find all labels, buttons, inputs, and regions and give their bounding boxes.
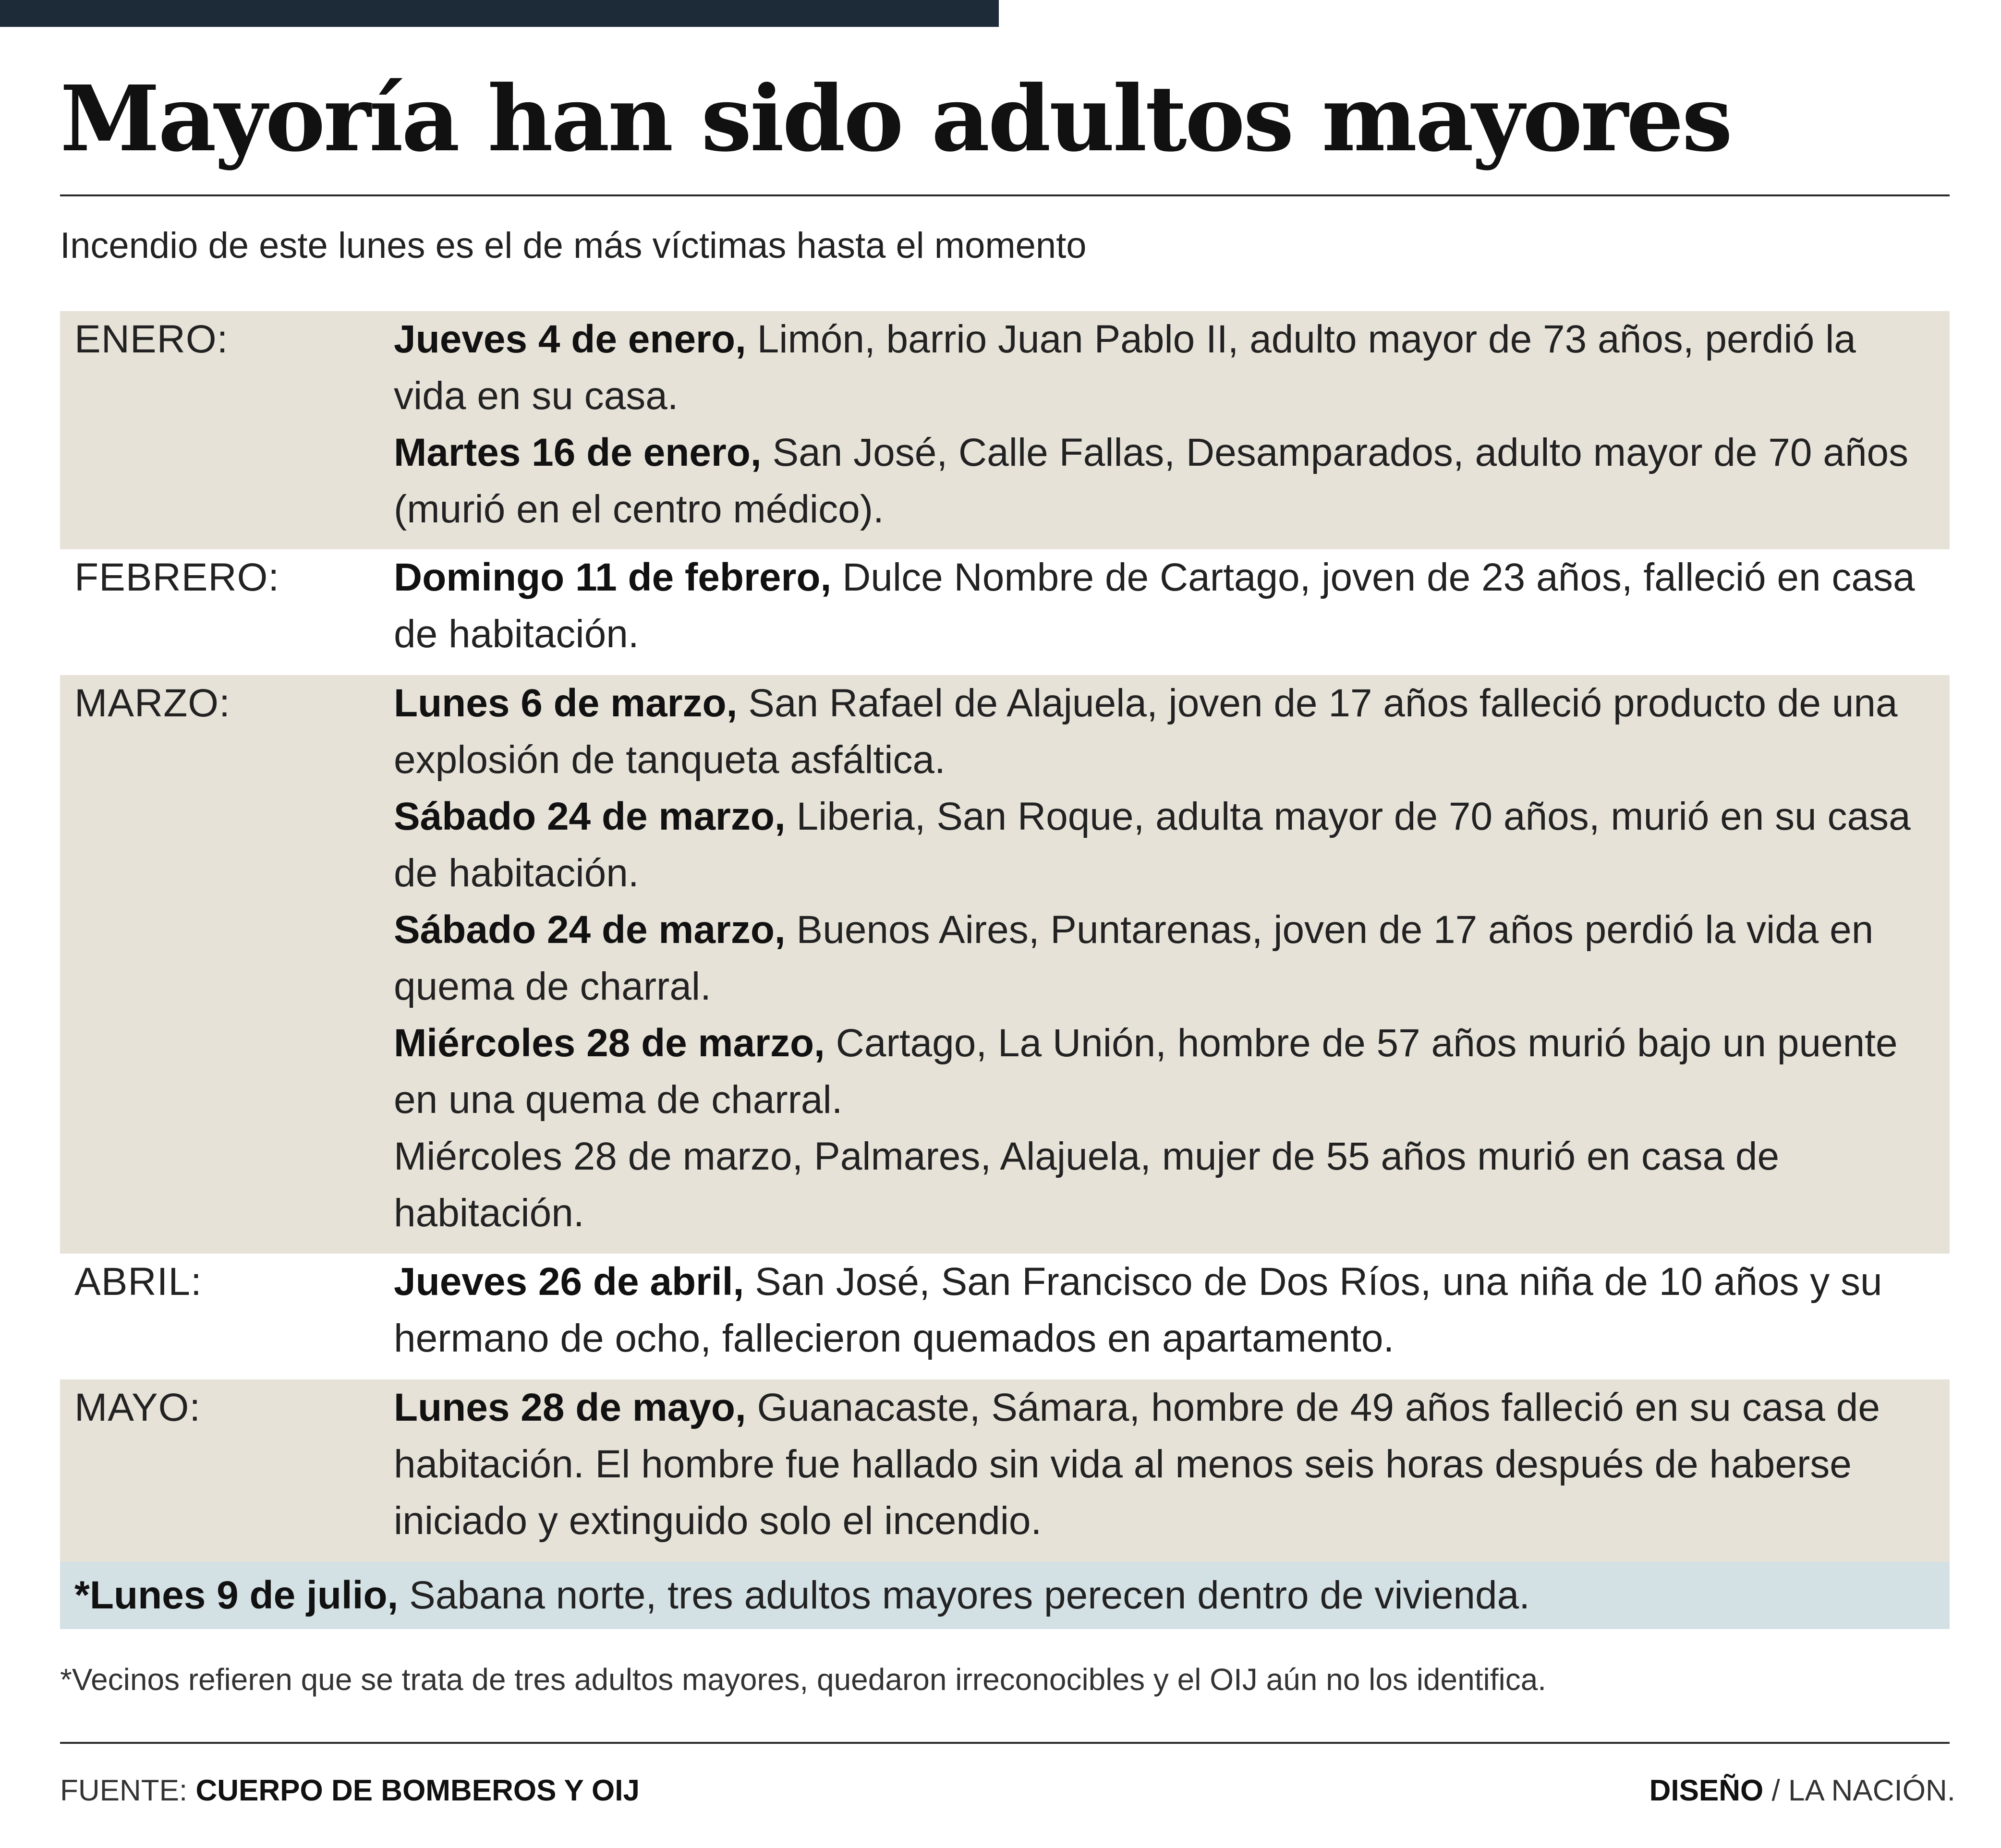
event-date: Sábado 24 de marzo, <box>394 795 786 838</box>
event-text: Sabana norte, tres adultos mayores perecen dentro de vivienda. <box>409 1573 1530 1617</box>
event-text: Liberia, San Roque, adulta mayor de 70 años, murió en su casa de habitación. <box>394 795 1911 895</box>
footnote: *Vecinos refieren que se trata de tres adultos mayores, quedaron irreconocibles y el OIJ aún no los identifica. <box>60 1662 1547 1697</box>
month-label: MAYO: <box>74 1386 201 1429</box>
source-credit <box>60 1767 640 1815</box>
event-item <box>394 311 1935 424</box>
event-text: Miércoles 28 de marzo, Palmares, Alajuela, mujer de 55 años murió en casa de habitación. <box>394 1135 1780 1235</box>
event-date: Martes 16 de enero, <box>394 431 762 474</box>
month-label: ENERO: <box>74 317 229 361</box>
page-title: Mayoría han sido adultos mayores <box>60 66 1731 172</box>
month-label: MARZO: <box>74 681 230 725</box>
credit-separator: / <box>1771 1774 1780 1807</box>
event-list <box>394 1254 1950 1379</box>
event-text: Limón, barrio Juan Pablo II, adulto mayor de 73 años, perdió la vida en su casa. <box>394 317 1856 418</box>
event-list <box>394 1379 1950 1562</box>
event-item <box>394 1015 1935 1128</box>
design-credit <box>1649 1767 1955 1815</box>
event-text: Guanacaste, Sámara, hombre de 49 años falleció en su casa de habitación. El hombre fue hallado sin vida al menos seis horas después de haberse iniciado y extinguido solo el incendio. <box>394 1386 1880 1543</box>
event-list <box>394 675 1950 1254</box>
source-label: FUENTE: <box>60 1774 188 1807</box>
event-text: Dulce Nombre de Cartago, joven de 23 años, falleció en casa de habitación. <box>394 556 1915 656</box>
event-date: Lunes 6 de marzo, <box>394 681 738 725</box>
highlight-row-julio <box>60 1562 1950 1629</box>
month-row-febrero <box>60 549 1950 675</box>
event-date: Miércoles 28 de marzo, <box>394 1021 825 1065</box>
month-row-abril <box>60 1254 1950 1379</box>
event-date: Jueves 4 de enero, <box>394 317 746 361</box>
event-list <box>394 311 1950 549</box>
event-item <box>394 1254 1935 1367</box>
top-accent-bar <box>0 0 999 27</box>
credit-label: DISEÑO <box>1649 1774 1764 1807</box>
event-item <box>394 549 1935 663</box>
event-text: San José, Calle Fallas, Desamparados, adulto mayor de 70 años (murió en el centro médico). <box>394 431 1909 531</box>
credit-value: LA NACIÓN. <box>1788 1774 1955 1807</box>
event-item <box>394 902 1935 1015</box>
event-date: Lunes 28 de mayo, <box>394 1386 746 1429</box>
events-table <box>60 311 1950 1629</box>
month-row-enero <box>60 311 1950 549</box>
event-text: San José, San Francisco de Dos Ríos, una niña de 10 años y su hermano de ocho, fallecieron quemados en apartamento. <box>394 1260 1882 1360</box>
event-date: Jueves 26 de abril, <box>394 1260 744 1304</box>
event-item <box>394 675 1935 788</box>
event-text: Buenos Aires, Puntarenas, joven de 17 años perdió la vida en quema de charral. <box>394 908 1874 1008</box>
month-row-mayo <box>60 1379 1950 1562</box>
event-text: San Rafael de Alajuela, joven de 17 años falleció producto de una explosión de tanqueta asfáltica. <box>394 681 1898 782</box>
event-text: Cartago, La Unión, hombre de 57 años murió bajo un puente en una quema de charral. <box>394 1021 1898 1122</box>
event-date: Sábado 24 de marzo, <box>394 908 786 952</box>
footer-divider <box>60 1742 1950 1744</box>
source-value: CUERPO DE BOMBEROS Y OIJ <box>195 1774 640 1807</box>
event-item <box>394 788 1935 902</box>
event-item <box>394 1128 1935 1242</box>
event-date: *Lunes 9 de julio, <box>74 1573 399 1617</box>
event-date: Domingo 11 de febrero, <box>394 556 832 599</box>
title-divider <box>60 194 1950 196</box>
month-row-marzo <box>60 675 1950 1254</box>
event-item <box>394 424 1935 538</box>
event-item <box>394 1379 1935 1549</box>
event-list <box>394 549 1950 675</box>
month-label: FEBRERO: <box>74 556 280 599</box>
subtitle: Incendio de este lunes es el de más víctimas hasta el momento <box>60 225 1087 266</box>
month-label: ABRIL: <box>74 1260 202 1304</box>
